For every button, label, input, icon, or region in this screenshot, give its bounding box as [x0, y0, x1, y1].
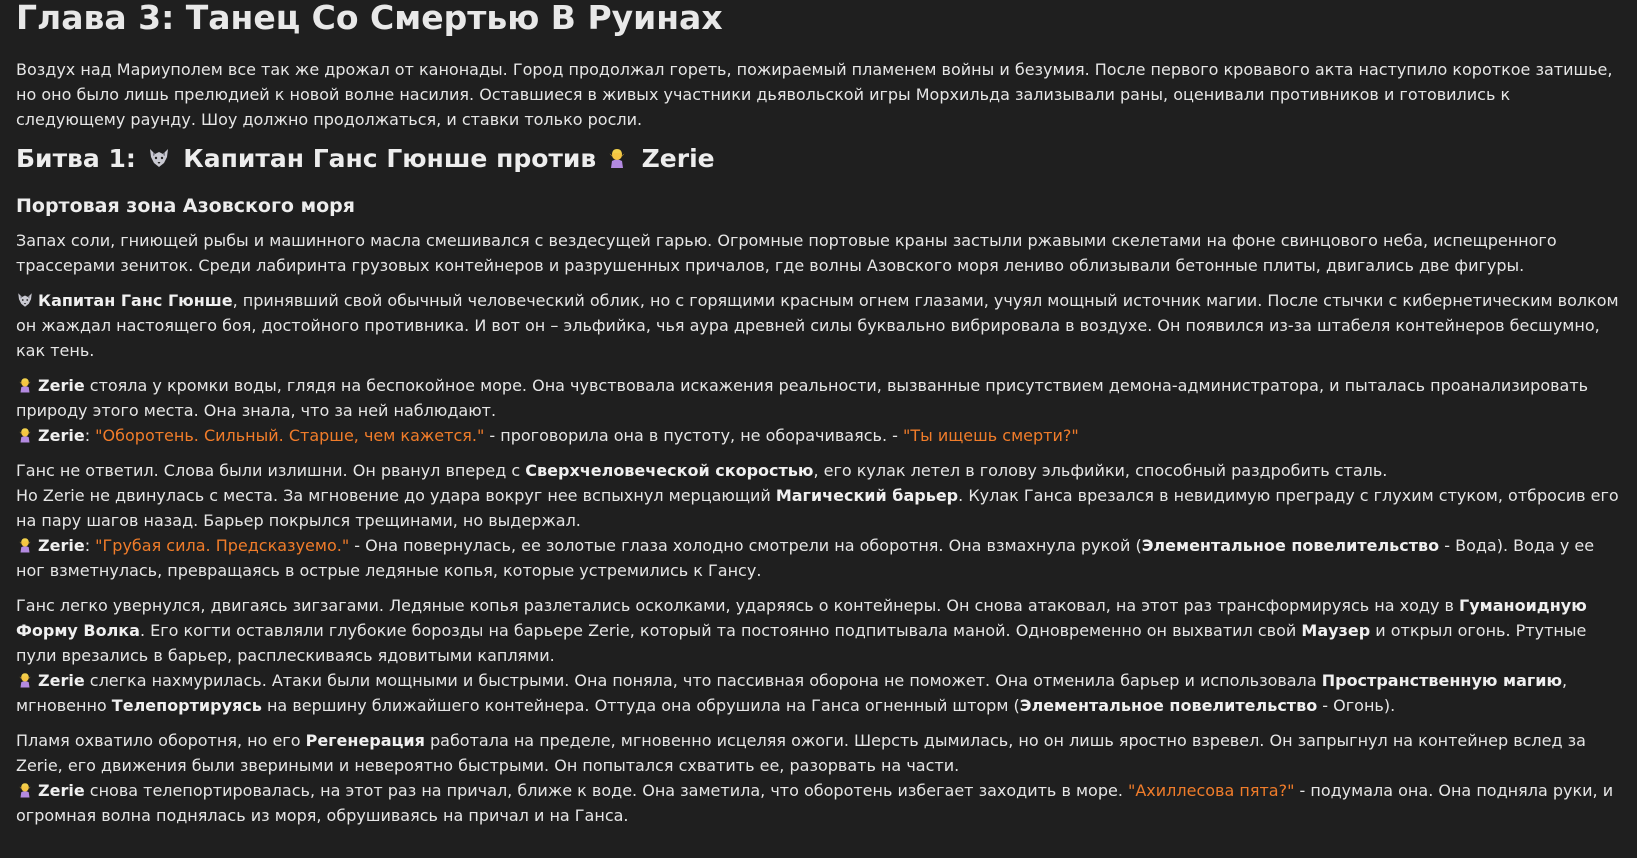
elf-icon — [16, 376, 34, 394]
narration: на вершину ближайшего контейнера. Оттуда она обрушила на Ганса огненный шторм ( — [261, 696, 1020, 715]
narration: и открыл огонь. Ртутные пули врезались в барьер, расплескиваясь ядовитыми каплями. — [16, 621, 1587, 665]
paragraph-zerie-speech-2 — [16, 533, 1621, 583]
elf-icon — [605, 146, 629, 170]
battle-heading — [16, 144, 1621, 174]
narration: - Огонь). — [1317, 696, 1396, 715]
paragraph-hans-regeneration — [16, 728, 1621, 778]
zerie-name: Zerie — [38, 536, 85, 555]
paragraph-zerie-wave — [16, 778, 1621, 828]
paragraph-zerie-teleport — [16, 668, 1621, 718]
narration: Но Zerie не двинулась с места. За мгновение до удара вокруг нее вспыхнул мерцающий — [16, 486, 776, 505]
paragraph-hans-intro — [16, 288, 1621, 363]
zerie-name: Zerie — [38, 376, 85, 395]
elf-icon — [16, 426, 34, 444]
ability-name: Пространственную магию — [1321, 671, 1563, 690]
ability-name: Гуманоидную Форму Волка — [16, 596, 1587, 640]
versus-label: против — [496, 144, 597, 173]
narration: - Вода). Вода у ее ног взметнулась, превращаясь в острые ледяные копья, которые устремились к Гансу. — [16, 536, 1595, 580]
colon: : — [84, 426, 96, 445]
narration: Ганс не ответил. Слова были излишни. Он рванул вперед с — [16, 461, 526, 480]
weapon-name: Маузер — [1301, 621, 1371, 640]
hans-name: Капитан Ганс Гюнше — [38, 291, 233, 310]
narration: Пламя охватило оборотня, но его — [16, 731, 306, 750]
paragraph-harbor: Запах соли, гниющей рыбы и машинного масла смешивался с вездесущей гарью. Огромные портовые краны застыли ржавыми скелетами на фоне свинцового неба, испещренного трассерами зениток. Среди лабиринта грузовых контейнеров и разрушенных причалов, где волны Азовского моря лениво облизывали бетонные плиты, двигались две фигуры. — [16, 231, 1557, 275]
narration: работала на пределе, мгновенно исцеляя ожоги. Шерсть дымилась, но он лишь яростно взревел. Он запрыгнул на контейнер вслед за Zerie, его движения были звериными и невероятно быстрыми. Он попытался схватить ее, разорвать на части. — [16, 731, 1586, 775]
location-heading: Портовая зона Азовского моря — [16, 195, 355, 217]
paragraph-hans-wolf-form — [16, 593, 1621, 668]
narration: . Кулак Ганса врезался в невидимую преграду с глухим стуком, отбросив его на пару шагов назад. Барьер покрылся трещинами, но выдержал. — [16, 486, 1619, 530]
narration: . Его когти оставляли глубокие борозды на барьере Zerie, который та постоянно подпитывала маной. Одновременно он выхватил свой — [139, 621, 1302, 640]
ability-name: Элементальное повелительство — [1019, 696, 1318, 715]
narration: Ганс легко увернулся, двигаясь зигзагами. Ледяные копья разлетались осколками, ударяясь о контейнеры. Он снова атаковал, на этот раз трансформируясь на ходу в — [16, 596, 1460, 615]
paragraph-zerie-speech-1 — [16, 423, 1621, 448]
zerie-intro-text: стояла у кромки воды, глядя на беспокойное море. Она чувствовала искажения реальности, вызванные присутствием демона-администратора, и пыталась проанализировать природу этого места. Она знала, что за ней наблюдают. — [16, 376, 1589, 420]
narration: снова телепортировалась, на этот раз на причал, ближе к воде. Она заметила, что оборотень избегает заходить в море. — [84, 781, 1128, 800]
ability-name: Регенерация — [305, 731, 425, 750]
ability-name: Телепортируясь — [111, 696, 262, 715]
zerie-name: Zerie — [38, 426, 85, 445]
intro-paragraph: Воздух над Мариуполем все так же дрожал от канонады. Город продолжал гореть, пожираемый пламенем войны и безумия. После первого кровавого акта наступило короткое затишье, но оно было лишь прелюдией к новой волне насилия. Оставшиеся в живых участники дьявольской игры Морхильда зализывали раны, оценивали противников и готовились к следующему раунду. Шоу должно продолжаться, и ставки только росли. — [16, 60, 1613, 129]
fighter1-name: Капитан Ганс Гюнше — [183, 144, 488, 173]
zerie-quote: "Грубая сила. Предсказуемо." — [95, 536, 350, 555]
elf-icon — [16, 671, 34, 689]
wolf-icon — [147, 146, 171, 170]
wolf-icon — [16, 291, 34, 309]
zerie-name: Zerie — [38, 781, 85, 800]
elf-icon — [16, 781, 34, 799]
zerie-name: Zerie — [38, 671, 85, 690]
ability-name: Магический барьер — [775, 486, 959, 505]
narration: слегка нахмурилась. Атаки были мощными и быстрыми. Она поняла, что пассивная оборона не поможет. Она отменила барьер и использовала — [84, 671, 1322, 690]
narration: - подумала она. Она подняла руки, и огромная волна поднялась из моря, обрушиваясь на причал и на Ганса. — [16, 781, 1614, 825]
narration: , мгновенно — [16, 671, 1568, 715]
paragraph-zerie-intro — [16, 373, 1621, 423]
paragraph-hans-attack — [16, 458, 1621, 483]
paragraph-barrier — [16, 483, 1621, 533]
zerie-quote: "Оборотень. Сильный. Старше, чем кажется." — [95, 426, 485, 445]
narration: - проговорила она в пустоту, не оборачиваясь. - — [484, 426, 903, 445]
colon: : — [84, 536, 96, 555]
narration: - Она повернулась, ее золотые глаза холодно смотрели на оборотня. Она взмахнула рукой ( — [349, 536, 1142, 555]
fighter2-name: Zerie — [641, 144, 715, 173]
zerie-quote: "Ты ищешь смерти?" — [902, 426, 1079, 445]
battle-prefix: Битва 1: — [16, 144, 136, 173]
narration: , его кулак летел в голову эльфийки, способный раздробить сталь. — [813, 461, 1388, 480]
hans-intro-text: , принявший свой обычный человеческий облик, но с горящими красным огнем глазами, учуял мощный источник магии. После стычки с кибернетическим волком он жаждал настоящего боя, достойного противника. И вот он – эльфийка, чья аура древней силы буквально вибрировала в воздухе. Он появился из-за штабеля контейнеров бесшумно, как тень. — [16, 291, 1619, 360]
zerie-quote: "Ахиллесова пята?" — [1127, 781, 1295, 800]
ability-name: Сверхчеловеческой скоростью — [525, 461, 814, 480]
chapter-title: Глава 3: Танец Со Смертью В Руинах — [16, 0, 723, 37]
elf-icon — [16, 536, 34, 554]
ability-name: Элементальное повелительство — [1141, 536, 1440, 555]
